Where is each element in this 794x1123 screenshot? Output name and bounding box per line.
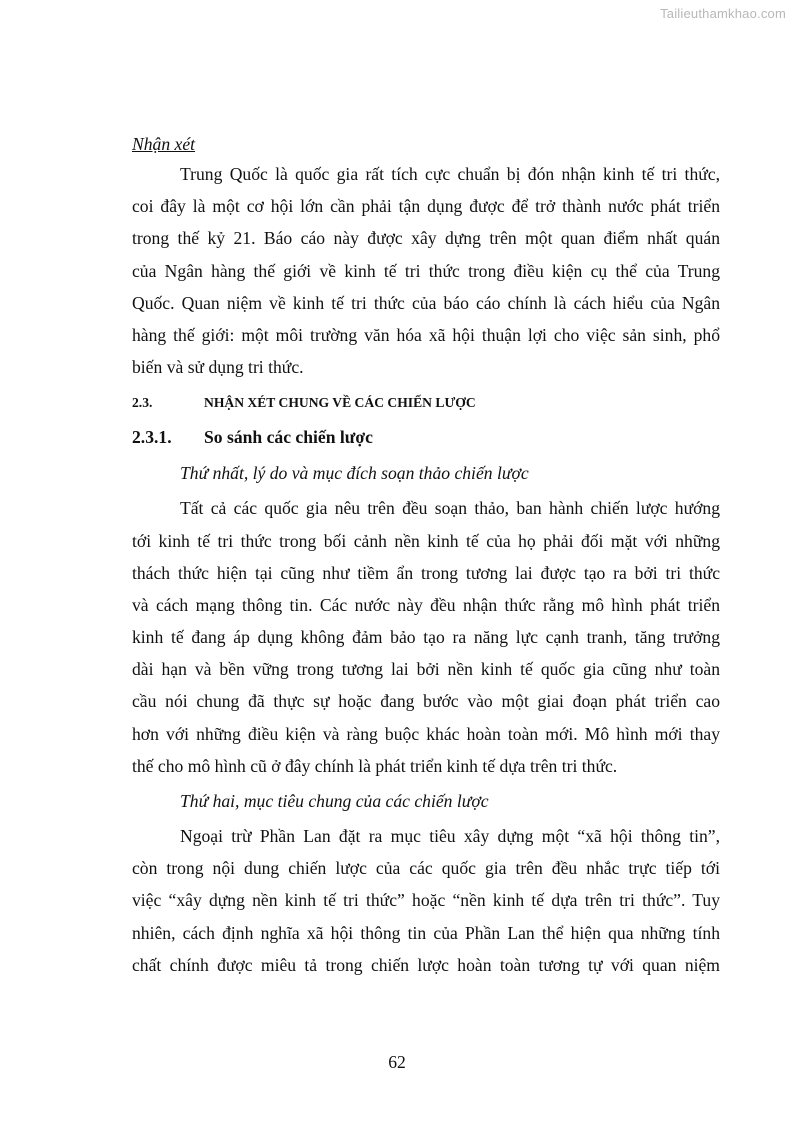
text-line: của Ngân hàng thế giới về kinh tế tri thức trong điều kiện cụ thể của Trung [132,260,720,281]
section-heading [132,386,720,420]
subsection-heading [132,420,720,454]
text-line: Ngoại trừ Phần Lan đặt ra mục tiêu xây dựng một “xã hội thông tin”, [180,826,720,846]
section-title: NHẬN XÉT CHUNG VỀ CÁC CHIẾN LƯỢC [204,395,476,411]
text-line: hơn với những điều kiện và ràng buộc khác hoàn toàn mới. Mô hình mới thay [132,723,720,744]
section-number: 2.3. [132,395,153,411]
text-line: nhiên, cách định nghĩa xã hội thông tin của Phần Lan thể hiện qua những tính [132,922,720,943]
text-line: Quốc. Quan niệm về kinh tế tri thức của báo cáo chính là cách hiểu của Ngân [132,292,720,313]
subsection-number: 2.3.1. [132,427,172,448]
subsection-title: So sánh các chiến lược [204,427,373,448]
text-line: thách thức hiện tại cũng như tiềm ẩn trong tương lai được tạo ra bởi tri thức [132,562,720,583]
text-line: chất chính được miêu tả trong chiến lược hoàn toàn tương tự với quan niệm [132,954,720,975]
second-point-heading: Thứ hai, mục tiêu chung của các chiến lược [180,791,489,811]
text-line: hàng thế giới: một môi trường văn hóa xã hội thuận lợi cho việc sản sinh, phổ [132,324,720,345]
text-line: tới kinh tế tri thức trong bối cảnh nền kinh tế của họ phải đối mặt với những [132,530,720,551]
text-line: coi đây là một cơ hội lớn cần phải tận dụng được để trở thành nước phát triển [132,196,720,217]
note-paragraph [132,158,720,383]
watermark: Tailieuthamkhao.com [660,6,786,21]
text-line: Trung Quốc là quốc gia rất tích cực chuẩn bị đón nhận kinh tế tri thức, [180,164,720,184]
text-line: còn trong nội dung chiến lược của các quốc gia trên đều nhắc trực tiếp tới [132,858,720,879]
text-line: trong thế kỷ 21. Báo cáo này được xây dựng trên một quan điểm nhất quán [132,228,720,249]
text-line: dài hạn và bền vững trong tương lai bởi nền kinh tế quốc gia cũng như toàn [132,659,720,680]
first-point-paragraph [132,492,720,782]
text-line: Tất cả các quốc gia nêu trên đều soạn thảo, ban hành chiến lược hướng [180,498,720,519]
text-line: thế cho mô hình cũ ở đây chính là phát triển kinh tế dựa trên tri thức. [132,755,618,776]
document-page [132,130,720,981]
text-line: cầu nói chung đã thực sự hoặc đang bước vào một giai đoạn phát triển cao [132,691,720,712]
text-line: kinh tế đang áp dụng không đảm bảo tạo ra năng lực cạnh tranh, tăng trưởng [132,627,720,648]
note-heading: Nhận xét [132,134,196,154]
page-number: 62 [388,1052,406,1072]
text-line: việc “xây dựng nền kinh tế tri thức” hoặc “nền kinh tế dựa trên tri thức”. Tuy [132,890,720,911]
text-line: biến và sử dụng tri thức. [132,357,304,378]
first-point-heading: Thứ nhất, lý do và mục đích soạn thảo chiến lược [180,463,529,484]
second-point-paragraph [132,820,720,981]
text-line: và cách mạng thông tin. Các nước này đều nhận thức rằng mô hình phát triển [132,594,720,615]
